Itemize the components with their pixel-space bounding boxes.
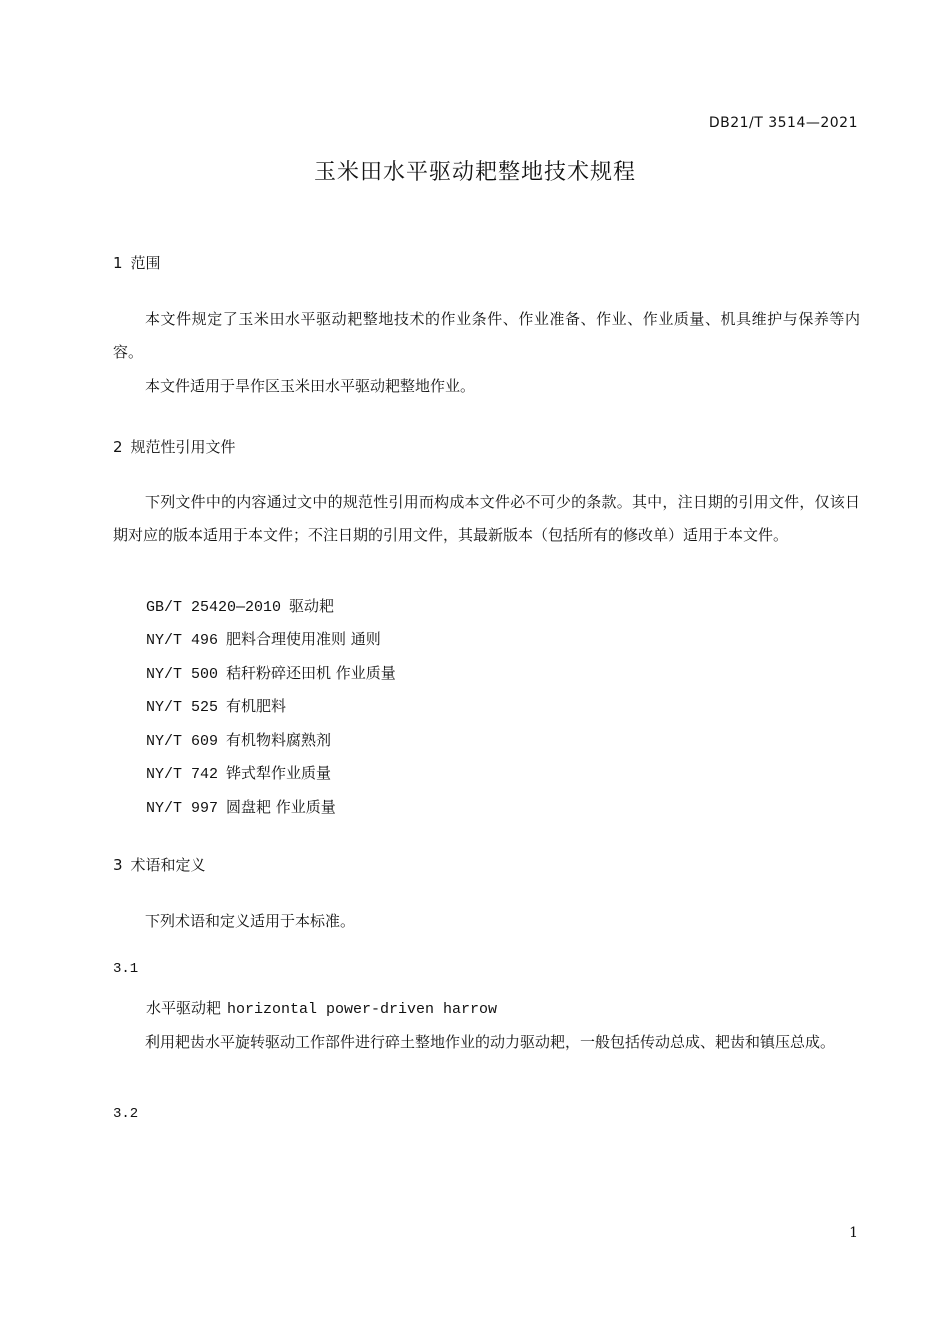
reference-item [146, 729, 331, 750]
reference-code: NY/T 742 [146, 766, 219, 783]
term-definition: 利用耙齿水平旋转驱动工作部件进行碎土整地作业的动力驱动耙，一般包括传动总成、耙齿和镇压总成。 [145, 1033, 836, 1051]
reference-item [146, 695, 286, 716]
reference-item [146, 662, 396, 683]
reference-code: GB/T 25420—2010 [146, 599, 282, 616]
reference-title: 驱动耙 [289, 597, 335, 615]
scope-paragraph-2: 本文件适用于旱作区玉米田水平驱动耙整地作业。 [145, 377, 476, 395]
term-chinese: 水平驱动耙 [146, 999, 222, 1017]
reference-title: 有机肥料 [226, 697, 287, 715]
section-number: 1 [113, 254, 123, 272]
clause-number: 3.2 [113, 1106, 139, 1122]
reference-title: 肥料合理使用准则 通则 [226, 630, 381, 648]
section-number: 2 [113, 438, 123, 456]
reference-item [146, 628, 381, 649]
page-number: 1 [849, 1225, 858, 1241]
document-title: 玉米田水平驱动耙整地技术规程 [313, 160, 636, 185]
section-2-heading [113, 436, 236, 457]
clause-number: 3.1 [113, 961, 139, 977]
reference-code: NY/T 525 [146, 699, 219, 716]
section-1-heading [113, 252, 161, 273]
section-title: 术语和定义 [130, 856, 206, 874]
reference-code: NY/T 496 [146, 632, 219, 649]
reference-title: 秸秆粉碎还田机 作业质量 [226, 664, 396, 682]
term-entry [146, 997, 497, 1018]
reference-title: 圆盘耙 作业质量 [226, 798, 336, 816]
reference-item [146, 595, 334, 616]
scope-paragraph-1: 本文件规定了玉米田水平驱动耙整地技术的作业条件、作业准备、作业、作业质量、机具维护与保养等内容。 [113, 310, 860, 361]
reference-code: NY/T 609 [146, 733, 219, 750]
reference-code: NY/T 500 [146, 666, 219, 683]
reference-item [146, 762, 331, 783]
refs-intro-paragraph: 下列文件中的内容通过文中的规范性引用而构成本文件必不可少的条款。其中，注日期的引用文件，仅该日期对应的版本适用于本文件；不注日期的引用文件，其最新版本（包括所有的修改单）适用于本文件。 [113, 493, 860, 544]
reference-code: NY/T 997 [146, 800, 219, 817]
standard-code: DB21/T 3514—2021 [708, 115, 858, 131]
term-english: horizontal power-driven harrow [227, 1001, 498, 1018]
reference-title: 铧式犁作业质量 [226, 764, 332, 782]
section-3-heading [113, 854, 206, 875]
section-number: 3 [113, 856, 123, 874]
section-title: 规范性引用文件 [130, 438, 236, 456]
reference-title: 有机物料腐熟剂 [226, 731, 332, 749]
terms-intro-paragraph: 下列术语和定义适用于本标准。 [145, 912, 356, 930]
section-title: 范围 [130, 254, 161, 272]
reference-item [146, 796, 336, 817]
